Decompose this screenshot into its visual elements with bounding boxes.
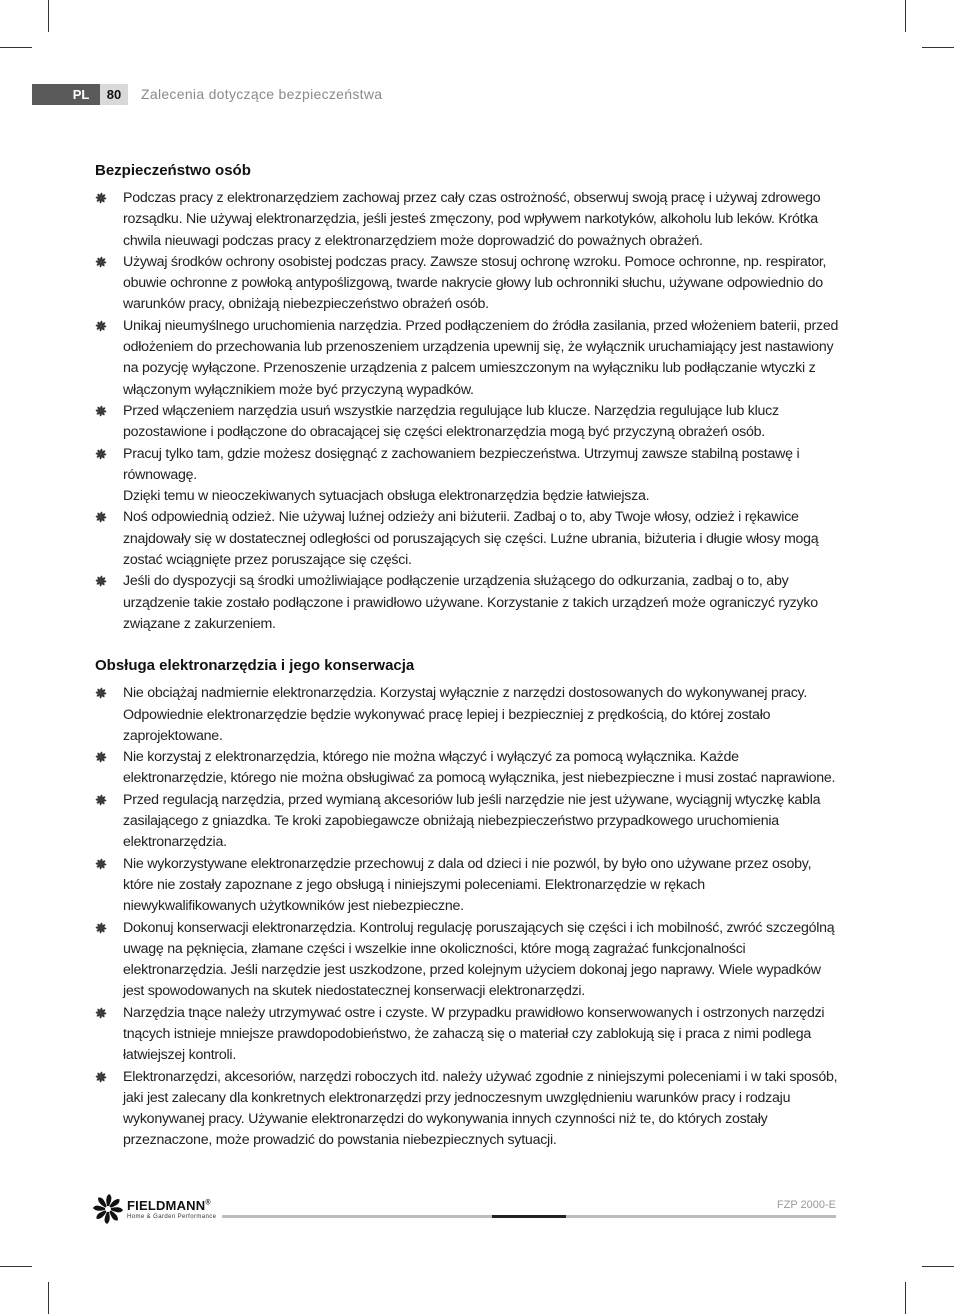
list-item-text: Dokonuj konserwacji elektronarzędzia. Kontroluj regulację poruszających się części i ich mobilność, zwróć szczególną uwagę na pęknięcia, złamane części i wszelkie inne okoliczności, które mogą zagrażać funkcjonalności elektronarzędzia. Jeśli narzędzie jest uszkodzone, przed kolejnym użyciem dokonaj jego naprawy. Wiele wypadków jest spowodowanych na skutek niedostatecznej konserwacji elektronarzędzi. [123, 919, 835, 1000]
crop-mark [922, 47, 954, 48]
list-item [95, 747, 840, 790]
flower-bullet-icon [95, 687, 107, 699]
list-item [95, 444, 840, 508]
personal-safety-list [95, 188, 840, 635]
list-item-text: Przed włączeniem narzędzia usuń wszystkie narzędzia regulujące lub klucze. Narzędzia regulujące lub klucz pozostawione i podłączone do obracającej się części elektronarzędzia mogą być przyczyną obrażeń osób. [123, 402, 779, 441]
flower-bullet-icon [95, 751, 107, 763]
crop-mark [0, 1266, 32, 1267]
list-item-text: Pracuj tylko tam, gdzie możesz dosięgnąć z zachowaniem bezpieczeństwa. Utrzymuj zawsze stabilną postawę i równowagę. [123, 445, 800, 483]
list-item-text: Jeśli do dyspozycji są środki umożliwiające podłączenie urządzenia służącego do odkurzania, zadbaj o to, aby urządzenie takie zostało podłączone i prawidłowo używane. Korzystanie z takich urządzeń może ograniczyć ryzyko związane z zakurzeniem. [123, 573, 818, 632]
crop-mark [922, 1266, 954, 1267]
model-number: FZP 2000-E [776, 1199, 836, 1211]
flower-bullet-icon [95, 858, 107, 870]
main-content [95, 160, 840, 1152]
list-item [95, 683, 840, 747]
list-item [95, 188, 840, 252]
flower-bullet-icon [95, 922, 107, 934]
flower-bullet-icon [95, 794, 107, 806]
flower-bullet-icon [95, 192, 107, 204]
list-item-text: Unikaj nieumyślnego uruchomienia narzędzia. Przed podłączeniem do źródła zasilania, przed włożeniem baterii, przed odłożeniem do przechowania lub przenoszeniem urządzenia upewnij się, że wyłącznik uruchamiający jest nastawiony na pozycję wyłączone. Przenoszenie urządzenia z palcem umieszczonym na wyłączniku lub podłączanie wtyczki z włączonym wyłącznikiem może być przyczyną wypadków. [123, 317, 839, 398]
flower-bullet-icon [95, 1071, 107, 1083]
tool-care-list [95, 683, 840, 1152]
list-item-text: Podczas pracy z elektronarzędziem zachowaj przez cały czas ostrożność, obserwuj swoją pracę i używaj zdrowego rozsądku. Nie używaj elektronarzędzia, jeśli jesteś zmęczony, pod wpływem narkotyków, alkoholu lub leków. Krótka chwila nieuwagi podczas pracy z elektronarzędziem może doprowadzić do poważnych obrażeń. [123, 190, 821, 249]
list-item [95, 918, 840, 1003]
flower-bullet-icon [95, 511, 107, 523]
list-item-text: Nie wykorzystywane elektronarzędzie przechowuj z dala od dzieci i nie pozwól, by było ono używane przez osoby, które nie zostały zapoznane z jego obsługą i niniejszymi poleceniami. Elektronarzędzie w rękach niewykwalifikowanych użytkowników jest niebezpieczne. [123, 855, 812, 915]
flower-bullet-icon [95, 448, 107, 460]
list-item-text: Przed regulacją narzędzia, przed wymianą akcesoriów lub jeśli narzędzie nie jest używane, wyciągnij wtyczkę kabla zasilającego z gniazdka. Te kroki zapobiegawcze obniżają niebezpieczeństwo przypadkowego uruchomienia elektronarzędzia. [123, 791, 821, 851]
list-item-text: Dzięki temu w nieoczekiwanych sytuacjach obsługa elektronarzędzia będzie łatwiejsza. [123, 488, 650, 505]
brand-tagline: Home & Garden Performance [127, 1214, 217, 1220]
list-item [95, 316, 840, 401]
footer-rule-accent [492, 1215, 566, 1218]
brand-logo-text: FIELDMANN® [127, 1198, 211, 1213]
list-item [95, 1003, 840, 1067]
list-item-text: Elektronarzędzi, akcesoriów, narzędzi roboczych itd. należy używać zgodnie z niniejszymi poleceniami i w taki sposób, jaki jest zalecany dla konkretnych elektronarzędzi przy jednoczesnym uwzględnieniu warunków pracy i rodzaju wykonywanej pracy. Używanie elektronarzędzi do wykonywania innych czynności niż te, do których zostały przeznaczone, może prowadzić do powstania niebezpiecznych sytuacji. [123, 1068, 838, 1149]
section-heading-personal-safety: Bezpieczeństwo osób [95, 162, 251, 179]
flower-bullet-icon [95, 405, 107, 417]
list-item [95, 790, 840, 854]
language-code: PL [72, 87, 90, 102]
crop-mark [905, 1282, 906, 1314]
crop-mark [48, 1282, 49, 1314]
list-item [95, 854, 840, 918]
list-item-text: Noś odpowiednią odzież. Nie używaj luźnej odzieży ani biżuterii. Zadbaj o to, aby Twoje włosy, odzież i rękawice znajdowały się w dostatecznej odległości od poruszających się części. Luźne ubrania, biżuteria i długie włosy mogą zostać wciągnięte przez poruszające się części. [123, 509, 819, 569]
flower-bullet-icon [95, 256, 107, 268]
flower-bullet-icon [95, 1007, 107, 1019]
page-number: 80 [100, 84, 128, 105]
crop-mark [48, 0, 49, 32]
section-heading-tool-care: Obsługa elektronarzędzia i jego konserwacja [95, 657, 415, 675]
list-item-text: Nie korzystaj z elektronarzędzia, którego nie można włączyć i wyłączyć za pomocą wyłącznika. Każde elektronarzędzie, którego nie można obsługiwać za pomocą wyłącznika, jest niebezpieczne i musi zostać naprawione. [123, 749, 836, 787]
crop-mark [905, 0, 906, 32]
list-item [95, 401, 840, 444]
list-item-text: Nie obciążaj nadmiernie elektronarzędzia. Korzystaj wyłącznie z narzędzi dostosowanych do wykonywanej pracy. Odpowiednie elektronarzędzie będzie wykonywać pracę lepiej i bezpieczniej z prędkością, do której zostało zaprojektowane. [123, 685, 808, 744]
list-item-text: Używaj środków ochrony osobistej podczas pracy. Zawsze stosuj ochronę wzroku. Pomoce ochronne, np. respirator, obuwie ochronne z powłoką antypoślizgową, twarde nakrycie głowy lub ochronniki słuchu, używane odpowiednio do warunków pracy, obniżają niebezpieczeństwo obrażeń osób. [123, 253, 827, 313]
list-item [95, 1067, 840, 1152]
list-item [95, 571, 840, 635]
list-item-text: Narzędzia tnące należy utrzymywać ostre i czyste. W przypadku prawidłowo konserwowanych i ostrzonych narzędzi tnących istnieje mniejsze prawdopodobieństwo, że zahaczą się o materiał czy zablokują się i praca z nimi podlega łatwiejszej kontroli. [123, 1004, 825, 1064]
list-item [95, 252, 840, 316]
crop-mark [0, 47, 32, 48]
flower-bullet-icon [95, 320, 107, 332]
page-title: Zalecenia dotyczące bezpieczeństwa [141, 86, 383, 102]
list-item [95, 507, 840, 571]
flower-bullet-icon [95, 575, 107, 587]
